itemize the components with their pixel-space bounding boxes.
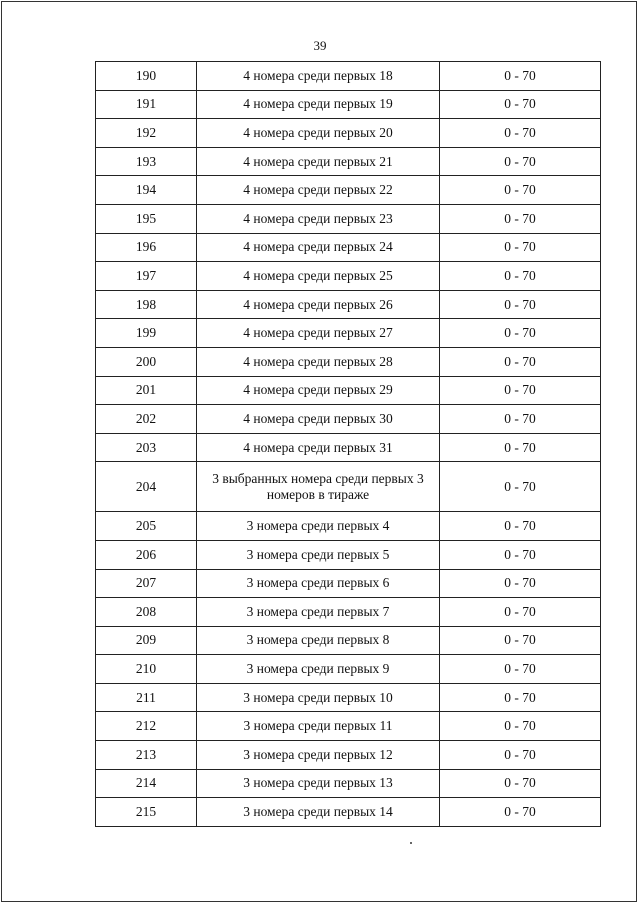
row-description-cell: 3 номера среди первых 4 bbox=[197, 512, 440, 541]
row-number-cell: 205 bbox=[96, 512, 197, 541]
row-description-cell: 4 номера среди первых 31 bbox=[197, 433, 440, 462]
table-row bbox=[96, 569, 601, 598]
row-number-cell: 203 bbox=[96, 433, 197, 462]
row-range-cell: 0 - 70 bbox=[440, 626, 601, 655]
table-row bbox=[96, 319, 601, 348]
row-range-cell: 0 - 70 bbox=[440, 741, 601, 770]
table-row bbox=[96, 147, 601, 176]
row-number-cell: 207 bbox=[96, 569, 197, 598]
row-range-cell: 0 - 70 bbox=[440, 204, 601, 233]
row-number-cell: 198 bbox=[96, 290, 197, 319]
table-row bbox=[96, 347, 601, 376]
row-number-cell: 195 bbox=[96, 204, 197, 233]
row-range-cell: 0 - 70 bbox=[440, 769, 601, 798]
table-row bbox=[96, 683, 601, 712]
row-range-cell: 0 - 70 bbox=[440, 147, 601, 176]
row-number-cell: 201 bbox=[96, 376, 197, 405]
page-number: 39 bbox=[313, 38, 327, 53]
table-row bbox=[96, 598, 601, 627]
row-range-cell: 0 - 70 bbox=[440, 376, 601, 405]
row-description-cell: 4 номера среди первых 22 bbox=[197, 176, 440, 205]
row-description-cell: 4 номера среди первых 26 bbox=[197, 290, 440, 319]
row-range-cell: 0 - 70 bbox=[440, 462, 601, 512]
row-description-cell: 4 номера среди первых 23 bbox=[197, 204, 440, 233]
row-description-cell: 4 номера среди первых 21 bbox=[197, 147, 440, 176]
row-number-cell: 193 bbox=[96, 147, 197, 176]
row-range-cell: 0 - 70 bbox=[440, 405, 601, 434]
row-range-cell: 0 - 70 bbox=[440, 319, 601, 348]
table-row bbox=[96, 462, 601, 512]
table-row bbox=[96, 176, 601, 205]
row-description-cell: 3 номера среди первых 11 bbox=[197, 712, 440, 741]
row-number-cell: 190 bbox=[96, 62, 197, 91]
table-row bbox=[96, 62, 601, 91]
row-number-cell: 214 bbox=[96, 769, 197, 798]
row-range-cell: 0 - 70 bbox=[440, 798, 601, 827]
table-row bbox=[96, 90, 601, 119]
row-number-cell: 199 bbox=[96, 319, 197, 348]
row-description-cell: 3 номера среди первых 8 bbox=[197, 626, 440, 655]
row-description-cell: 3 номера среди первых 9 bbox=[197, 655, 440, 684]
row-number-cell: 196 bbox=[96, 233, 197, 262]
table-row bbox=[96, 204, 601, 233]
row-description-cell: 4 номера среди первых 20 bbox=[197, 119, 440, 148]
row-range-cell: 0 - 70 bbox=[440, 540, 601, 569]
row-description-cell: 4 номера среди первых 24 bbox=[197, 233, 440, 262]
table-row bbox=[96, 798, 601, 827]
row-description-cell: 3 номера среди первых 5 bbox=[197, 540, 440, 569]
row-description-cell: 3 номера среди первых 10 bbox=[197, 683, 440, 712]
table-row bbox=[96, 512, 601, 541]
row-description-cell: 4 номера среди первых 30 bbox=[197, 405, 440, 434]
row-range-cell: 0 - 70 bbox=[440, 347, 601, 376]
row-range-cell: 0 - 70 bbox=[440, 119, 601, 148]
table-row bbox=[96, 262, 601, 291]
row-description-cell: 4 номера среди первых 29 bbox=[197, 376, 440, 405]
table-row bbox=[96, 233, 601, 262]
table-row bbox=[96, 655, 601, 684]
row-description-cell: 3 номера среди первых 13 bbox=[197, 769, 440, 798]
row-range-cell: 0 - 70 bbox=[440, 569, 601, 598]
row-description-cell: 3 номера среди первых 12 bbox=[197, 741, 440, 770]
row-range-cell: 0 - 70 bbox=[440, 598, 601, 627]
row-range-cell: 0 - 70 bbox=[440, 233, 601, 262]
row-number-cell: 191 bbox=[96, 90, 197, 119]
row-description-cell: 4 номера среди первых 18 bbox=[197, 62, 440, 91]
table-row bbox=[96, 540, 601, 569]
row-number-cell: 197 bbox=[96, 262, 197, 291]
row-number-cell: 204 bbox=[96, 462, 197, 512]
row-range-cell: 0 - 70 bbox=[440, 262, 601, 291]
row-range-cell: 0 - 70 bbox=[440, 176, 601, 205]
table-row bbox=[96, 405, 601, 434]
table-row bbox=[96, 290, 601, 319]
row-number-cell: 211 bbox=[96, 683, 197, 712]
table-row bbox=[96, 712, 601, 741]
row-range-cell: 0 - 70 bbox=[440, 712, 601, 741]
table-row bbox=[96, 119, 601, 148]
row-description-cell: 4 номера среди первых 19 bbox=[197, 90, 440, 119]
row-number-cell: 209 bbox=[96, 626, 197, 655]
row-range-cell: 0 - 70 bbox=[440, 683, 601, 712]
row-number-cell: 208 bbox=[96, 598, 197, 627]
row-description-cell: 4 номера среди первых 28 bbox=[197, 347, 440, 376]
row-description-cell: 3 выбранных номера среди первых 3 номеров в тираже bbox=[197, 462, 440, 512]
row-number-cell: 212 bbox=[96, 712, 197, 741]
row-number-cell: 210 bbox=[96, 655, 197, 684]
row-number-cell: 192 bbox=[96, 119, 197, 148]
row-description-cell: 3 номера среди первых 14 bbox=[197, 798, 440, 827]
row-number-cell: 215 bbox=[96, 798, 197, 827]
table-row bbox=[96, 433, 601, 462]
row-number-cell: 200 bbox=[96, 347, 197, 376]
table-row bbox=[96, 741, 601, 770]
row-description-cell: 4 номера среди первых 27 bbox=[197, 319, 440, 348]
row-range-cell: 0 - 70 bbox=[440, 90, 601, 119]
row-number-cell: 202 bbox=[96, 405, 197, 434]
row-range-cell: 0 - 70 bbox=[440, 655, 601, 684]
table-row bbox=[96, 769, 601, 798]
table-row bbox=[96, 626, 601, 655]
row-description-cell: 3 номера среди первых 6 bbox=[197, 569, 440, 598]
row-description-cell: 4 номера среди первых 25 bbox=[197, 262, 440, 291]
row-number-cell: 206 bbox=[96, 540, 197, 569]
table-body bbox=[96, 62, 601, 827]
row-range-cell: 0 - 70 bbox=[440, 433, 601, 462]
table-row bbox=[96, 376, 601, 405]
row-number-cell: 213 bbox=[96, 741, 197, 770]
row-number-cell: 194 bbox=[96, 176, 197, 205]
row-range-cell: 0 - 70 bbox=[440, 512, 601, 541]
row-range-cell: 0 - 70 bbox=[440, 62, 601, 91]
document-table bbox=[95, 61, 601, 827]
row-description-cell: 3 номера среди первых 7 bbox=[197, 598, 440, 627]
scan-speck bbox=[410, 842, 412, 844]
row-range-cell: 0 - 70 bbox=[440, 290, 601, 319]
